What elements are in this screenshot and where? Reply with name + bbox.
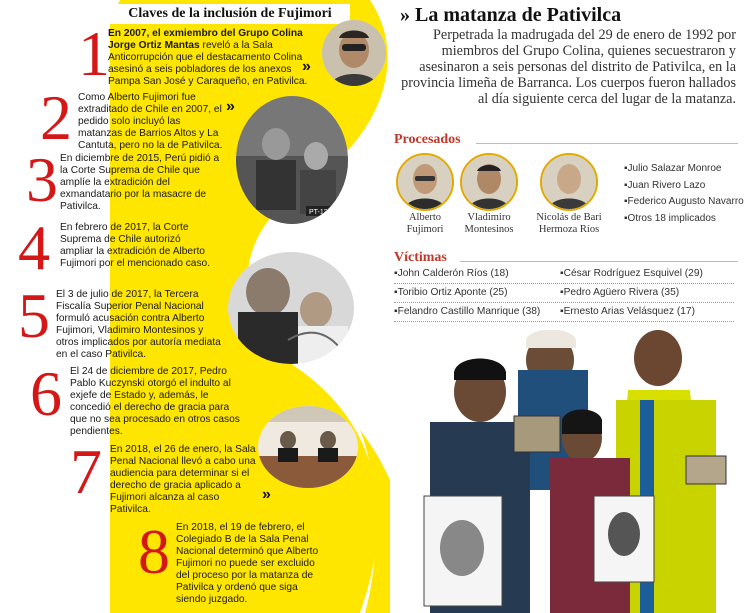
timeline-title: Claves de la inclusión de Fujimori xyxy=(110,4,350,24)
list-item: ▪John Calderón Ríos (18) xyxy=(394,268,509,279)
procesado-name-2: Vladimiro Montesinos xyxy=(464,212,514,235)
fujimori-portrait xyxy=(396,153,454,211)
step-number: 8 xyxy=(138,516,170,587)
list-item: ▪Federico Augusto Navarro xyxy=(624,196,744,207)
step-number: 2 xyxy=(40,82,72,153)
victimas-title: Víctimas xyxy=(394,250,447,265)
fujimori-arrest-photo xyxy=(236,96,348,224)
relatives-photo xyxy=(390,330,745,613)
victimas-separator xyxy=(394,302,734,303)
procesado-name-3: Nicolás de Bari Hermoza Ríos xyxy=(536,212,602,235)
vehicle-plate: PT-13 xyxy=(309,209,328,216)
victimas-separator xyxy=(394,321,734,322)
step-number: 5 xyxy=(18,280,50,351)
chevron-right-icon: » xyxy=(262,486,268,503)
procesados-list xyxy=(624,163,744,229)
step-text: Como Alberto Fujimori fue extraditado de Chile en 2007, el pedido solo incluyó las matanzas de Barrios Altos y La Cantuta, pero no la de Pativilca. xyxy=(78,92,223,151)
ortiz-mantas-photo xyxy=(322,20,386,86)
step-text: En 2018, el 26 de enero, la Sala Penal Nacional llevó a cabo una audiencia para determinar si el derecho de gracia aplicado a Fujimori alcanza al caso Pativilca. xyxy=(110,444,256,515)
list-item: ▪César Rodríguez Esquivel (29) xyxy=(560,268,703,279)
hermoza-rios-portrait xyxy=(540,153,598,211)
step-text: En febrero de 2017, la Corte Suprema de Chile autorizó ampliar la extradición de Alberto Fujimori por el mencionado caso. xyxy=(60,222,211,269)
list-item: ▪Julio Salazar Monroe xyxy=(624,163,722,174)
victimas-separator xyxy=(394,283,734,284)
list-item: ▪Pedro Agüero Rivera (35) xyxy=(560,287,680,298)
step-text: El 24 de diciembre de 2017, Pedro Pablo Kuczynski otorgó el indulto al exjefe de Estado y, además, le concedió el derecho de gracia para que no sea procesado en otros casos pendientes. xyxy=(70,366,240,437)
list-item: ▪Otros 18 implicados xyxy=(624,212,716,224)
list-item: ▪Ernesto Arias Velásquez (17) xyxy=(560,306,695,317)
chevron-right-icon: » xyxy=(226,98,232,115)
step-text: En 2018, el 19 de febrero, el Colegiado B de la Sala Penal Nacional determinó que Alberto Fujimori no puede ser excluido del proceso por la matanza de Pativilca y ordenó que siga siendo juzgado. xyxy=(176,522,319,605)
step-text: El 3 de julio de 2017, la Tercera Fiscalía Superior Penal Nacional formuló acusación contra Alberto Fujimori, Vladimiro Montesinos y otros implicados por autoría mediata en el caso Pativilca. xyxy=(56,289,221,360)
procesado-name-1: Alberto Fujimori xyxy=(406,212,444,235)
procesados-title: Procesados xyxy=(394,132,461,147)
list-item: ▪Toribio Ortiz Aponte (25) xyxy=(394,287,508,298)
article-title: » La matanza de Pativilca xyxy=(400,4,622,26)
procesados-divider xyxy=(476,143,738,144)
step-number: 4 xyxy=(18,212,50,283)
timeline-column xyxy=(0,0,370,613)
step-number: 7 xyxy=(70,436,102,507)
step-number: 6 xyxy=(30,358,62,429)
step-number: 3 xyxy=(26,144,58,215)
article-column xyxy=(380,0,745,613)
chevron-right-icon: » xyxy=(302,58,308,75)
court-hearing-photo xyxy=(258,406,358,488)
step-number: 1 xyxy=(78,18,110,89)
list-item: ▪Juan Rivero Lazo xyxy=(624,179,706,191)
list-item: ▪Felandro Castillo Manrique (38) xyxy=(394,306,541,317)
montesinos-portrait xyxy=(460,153,518,211)
victimas-divider xyxy=(460,261,738,262)
fujimori-hospital-photo xyxy=(228,252,354,364)
step-text: En diciembre de 2015, Perú pidió a la Corte Suprema de Chile que amplíe la extradición del exmandatario por la masacre de Pativilca. xyxy=(60,153,220,212)
article-summary: Perpetrada la madrugada del 29 de enero de 1992 por miembros del Grupo Colina, quienes secuestraron y asesinaron a seis personas del distrito de Pativilca, en la provincia limeña de Barranca. Los cuerpos fueron hallados al día siguiente cerca del lugar de la matanza. xyxy=(401,27,736,107)
step-text: En 2007, el exmiembro del Grupo Colina Jorge Ortiz Mantas reveló a la Sala Anticorrupción que el destacamento Colina asesinó a seis pobladores de los anexos Pampa San José y Caraqueño, en Pativilca. xyxy=(108,28,308,87)
